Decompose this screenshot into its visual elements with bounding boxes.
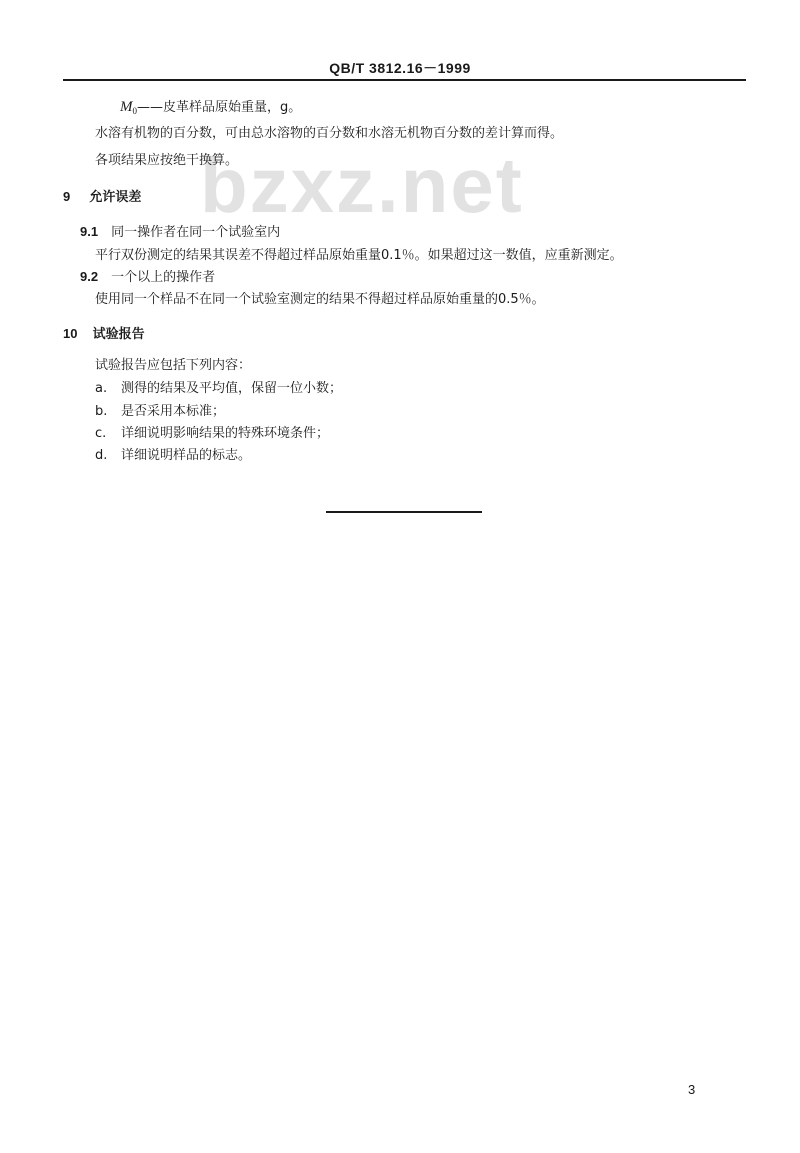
section-9-number: 9 — [63, 189, 71, 204]
m0-symbol — [120, 99, 137, 115]
report-item-c — [95, 422, 329, 441]
report-item-text: 是否采用本标准； — [121, 404, 226, 419]
report-item-label: a. — [95, 381, 108, 396]
organic-percentage-note: 水溶有机物的百分数，可由总水溶物的百分数和水溶无机物百分数的差计算而得。 — [95, 126, 564, 141]
report-item-label: d. — [95, 448, 108, 463]
subsection-9-1-title: 同一操作者在同一个试验室内 — [111, 225, 281, 240]
page-number: 3 — [688, 1082, 696, 1097]
report-item-label: b. — [95, 404, 108, 419]
section-10-number: 10 — [63, 326, 78, 341]
subsection-9-2-number: 9.2 — [80, 269, 99, 284]
report-item-text: 详细说明样品的标志。 — [121, 448, 252, 463]
report-item-text: 测得的结果及平均值，保留一位小数； — [121, 381, 343, 396]
subsection-9-1-heading — [80, 221, 280, 240]
section-9-heading — [63, 186, 141, 205]
watermark: bzxz.net — [200, 141, 524, 229]
m0-definition-line — [120, 96, 301, 116]
report-item-b — [95, 400, 225, 419]
m0-symbol-letter: M — [120, 99, 133, 115]
m0-definition-text: ——皮革样品原始重量，g。 — [137, 100, 302, 115]
report-intro: 试验报告应包括下列内容： — [95, 358, 252, 373]
report-item-d — [95, 444, 251, 463]
report-item-text: 详细说明影响结果的特殊环境条件； — [121, 426, 330, 441]
end-of-document-rule — [326, 511, 482, 513]
subsection-9-1-body: 平行双份测定的结果其误差不得超过样品原始重量0.1％。如果超过这一数值，应重新测定。 — [95, 248, 623, 263]
report-item-a — [95, 377, 342, 396]
subsection-9-1-number: 9.1 — [80, 224, 99, 239]
dry-basis-note: 各项结果应按绝干换算。 — [95, 153, 239, 168]
standard-code: QB/T 3812.16－1999 — [329, 60, 471, 76]
report-item-label: c. — [95, 426, 107, 441]
section-10-heading — [63, 323, 145, 342]
header-divider — [63, 79, 746, 81]
section-9-title: 允许误差 — [89, 190, 142, 205]
subsection-9-2-heading — [80, 266, 215, 285]
subsection-9-2-body: 使用同一个样品不在同一个试验室测定的结果不得超过样品原始重量的0.5％。 — [95, 292, 545, 307]
m0-symbol-subscript: 0 — [132, 106, 137, 116]
section-10-title: 试验报告 — [92, 327, 145, 342]
subsection-9-2-title: 一个以上的操作者 — [111, 270, 216, 285]
